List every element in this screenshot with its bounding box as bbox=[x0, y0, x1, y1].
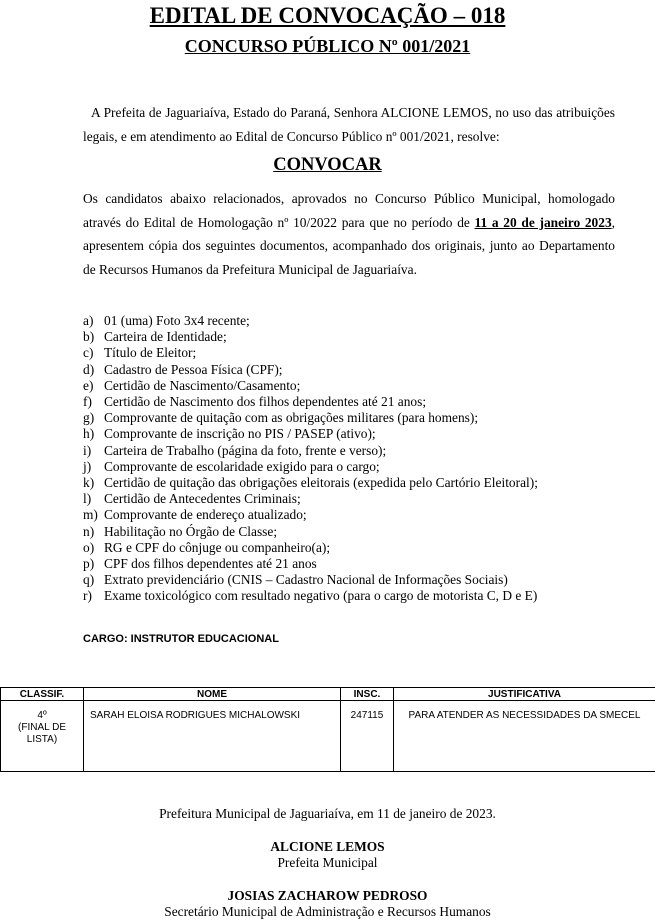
list-item-letter: g) bbox=[83, 410, 95, 426]
cell-justificativa: PARA ATENDER AS NECESSIDADES DA SMECEL bbox=[394, 701, 655, 772]
list-item-text: Certidão de Antecedentes Criminais; bbox=[104, 491, 301, 507]
convocar-heading: CONVOCAR bbox=[273, 155, 382, 175]
list-item bbox=[83, 524, 623, 540]
list-item bbox=[83, 362, 623, 378]
list-item-letter: i) bbox=[83, 442, 92, 458]
list-item-letter: q) bbox=[83, 572, 95, 588]
classif-note-line1: (FINAL DE bbox=[18, 722, 66, 733]
list-item bbox=[83, 443, 623, 459]
list-item bbox=[83, 572, 623, 588]
list-item bbox=[83, 540, 623, 556]
list-item bbox=[83, 588, 623, 604]
list-item-letter: c) bbox=[83, 345, 94, 361]
signer-2-title: Secretário Municipal de Administração e Recursos Humanos bbox=[164, 904, 491, 919]
list-item-letter: d) bbox=[83, 361, 95, 377]
list-item-letter: n) bbox=[83, 523, 95, 539]
list-item bbox=[83, 394, 623, 410]
body-text-before: Os candidatos abaixo relacionados, aprovados no Concurso Público Municipal, homologado através do Edital de Homologação nº 10/2022 para que no período de bbox=[83, 191, 615, 230]
signer-1-title: Prefeita Municipal bbox=[277, 855, 378, 870]
list-item-text: Carteira de Trabalho (página da foto, frente e verso); bbox=[104, 442, 387, 458]
list-item-text: Extrato previdenciário (CNIS – Cadastro Nacional de Informações Sociais) bbox=[104, 572, 508, 588]
list-item bbox=[83, 491, 623, 507]
list-item-text: Habilitação no Órgão de Classe; bbox=[104, 523, 278, 539]
cell-classif bbox=[1, 701, 84, 772]
table-row bbox=[1, 701, 655, 772]
classif-note-line2: LISTA) bbox=[26, 734, 58, 745]
list-item-text: Certidão de quitação das obrigações eleitorais (expedida pelo Cartório Eleitoral); bbox=[104, 475, 538, 491]
list-item-letter: e) bbox=[83, 377, 94, 393]
list-item bbox=[83, 556, 623, 572]
list-item-text: Certidão de Nascimento/Casamento; bbox=[104, 377, 301, 393]
list-item-letter: m) bbox=[83, 507, 98, 523]
classif-rank: 4º bbox=[37, 710, 47, 721]
list-item-text: Comprovante de inscrição no PIS / PASEP (ativo); bbox=[104, 426, 376, 442]
candidates-table bbox=[0, 687, 655, 772]
documents-list bbox=[83, 313, 623, 605]
header-classif: CLASSIF. bbox=[1, 688, 84, 701]
header-insc: INSC. bbox=[341, 688, 394, 701]
header-nome: NOME bbox=[84, 688, 341, 701]
cargo-label: CARGO: INSTRUTOR EDUCACIONAL bbox=[83, 633, 279, 645]
list-item-text: 01 (uma) Foto 3x4 recente; bbox=[104, 313, 250, 328]
list-item-text: Comprovante de quitação com as obrigações militares (para homens); bbox=[104, 410, 479, 426]
list-item-text: Cadastro de Pessoa Física (CPF); bbox=[104, 361, 283, 377]
signer-2-name: JOSIAS ZACHAROW PEDROSO bbox=[227, 888, 428, 903]
list-item bbox=[83, 313, 623, 329]
period-highlight: 11 a 20 de janeiro 2023 bbox=[474, 214, 612, 230]
cell-insc: 247115 bbox=[341, 701, 394, 772]
list-item-letter: f) bbox=[83, 394, 92, 410]
list-item-letter: k) bbox=[83, 475, 95, 491]
list-item-text: CPF dos filhos dependentes até 21 anos bbox=[104, 556, 317, 572]
list-item-text: Carteira de Identidade; bbox=[104, 329, 227, 345]
signer-1-name: ALCIONE LEMOS bbox=[270, 839, 385, 854]
list-item-letter: p) bbox=[83, 556, 95, 572]
document-title: EDITAL DE CONVOCAÇÃO – 018 bbox=[149, 3, 506, 28]
document-subtitle: CONCURSO PÚBLICO Nº 001/2021 bbox=[184, 36, 471, 56]
place-date: Prefeitura Municipal de Jaguariaíva, em 11 de janeiro de 2023. bbox=[159, 806, 496, 821]
header-justificativa: JUSTIFICATIVA bbox=[394, 688, 655, 701]
list-item bbox=[83, 507, 623, 523]
list-item bbox=[83, 378, 623, 394]
body-text-after: , apresentem cópia dos seguintes documentos, acompanhado dos originais, junto ao Departamento de Recursos Humanos da Prefeitura Municipal de Jaguariaíva. bbox=[83, 214, 615, 277]
list-item-text: Exame toxicológico com resultado negativo (para o cargo de motorista C, D e E) bbox=[104, 588, 538, 604]
list-item bbox=[83, 426, 623, 442]
intro-paragraph: A Prefeita de Jaguariaíva, Estado do Paraná, Senhora ALCIONE LEMOS, no uso das atribuições legais, e em atendimento ao Edital de Concurso Público nº 001/2021, resolve: bbox=[83, 105, 615, 144]
list-item-text: Comprovante de endereço atualizado; bbox=[104, 507, 307, 523]
list-item-letter: j) bbox=[83, 458, 92, 474]
list-item bbox=[83, 459, 623, 475]
list-item-text: Título de Eleitor; bbox=[104, 345, 197, 361]
list-item-letter: a) bbox=[83, 313, 94, 328]
list-item bbox=[83, 345, 623, 361]
list-item-text: Certidão de Nascimento dos filhos dependentes até 21 anos; bbox=[104, 394, 427, 410]
table-header-row bbox=[1, 688, 655, 701]
list-item bbox=[83, 475, 623, 491]
body-paragraph bbox=[83, 187, 615, 281]
list-item bbox=[83, 410, 623, 426]
list-item-letter: r) bbox=[83, 588, 92, 604]
list-item-letter: o) bbox=[83, 539, 95, 555]
list-item-letter: b) bbox=[83, 329, 95, 345]
cell-nome: SARAH ELOISA RODRIGUES MICHALOWSKI bbox=[84, 701, 341, 772]
list-item-text: Comprovante de escolaridade exigido para o cargo; bbox=[104, 458, 380, 474]
list-item-text: RG e CPF do cônjuge ou companheiro(a); bbox=[104, 539, 331, 555]
list-item-letter: l) bbox=[83, 491, 92, 507]
list-item-letter: h) bbox=[83, 426, 95, 442]
list-item bbox=[83, 329, 623, 345]
